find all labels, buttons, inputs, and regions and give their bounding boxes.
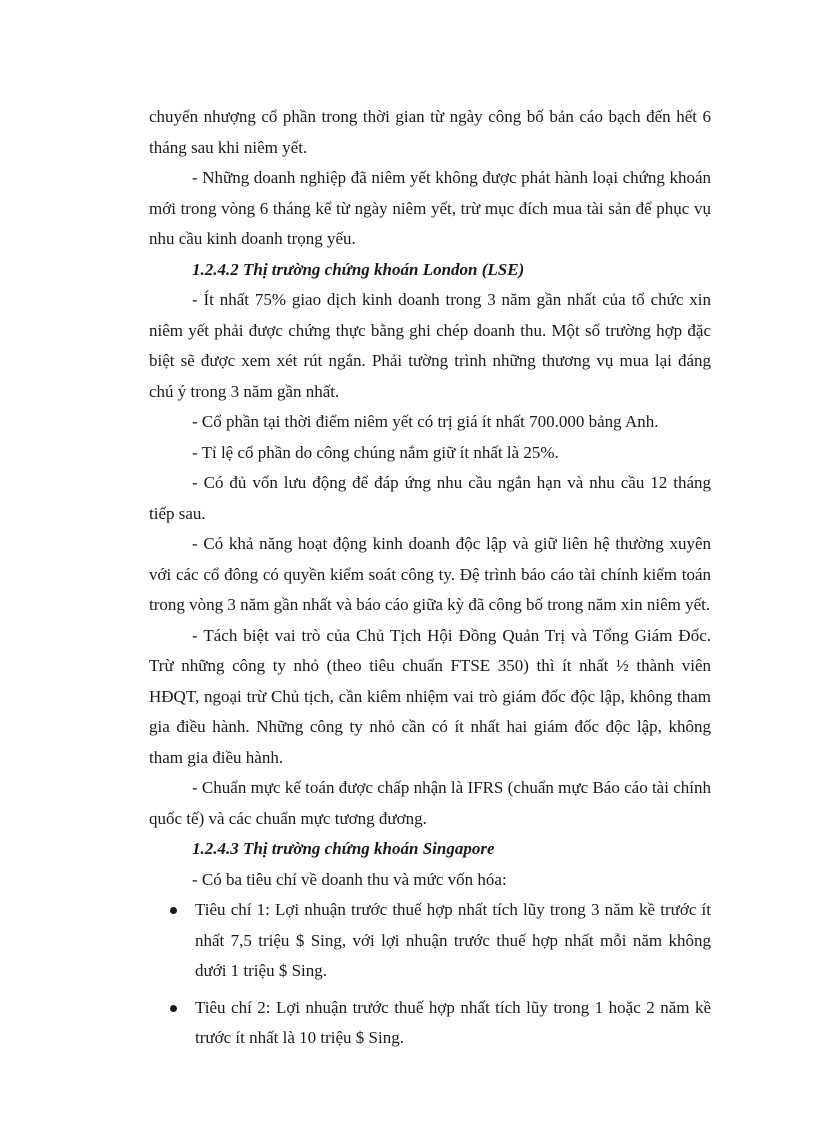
list-item xyxy=(149,993,711,1054)
criterion-text: Tiêu chí 2: Lợi nhuận trước thuế hợp nhất tích lũy trong 1 hoặc 2 năm kề trước ít nhất là 10 triệu $ Sing. xyxy=(195,997,711,1047)
lse-paragraph: - Cổ phần tại thời điểm niêm yết có trị giá ít nhất 700.000 bảng Anh. xyxy=(192,412,659,431)
section-heading-singapore: 1.2.4.3 Thị trường chứng khoán Singapore xyxy=(192,839,495,858)
criteria-list xyxy=(149,895,711,1054)
lse-paragraph: - Có khả năng hoạt động kinh doanh độc lập và giữ liên hệ thường xuyên với các cổ đông có quyền kiểm soát công ty. Đệ trình báo cáo tài chính kiểm toán trong vòng 3 năm gần nhất và báo cáo giữa kỳ đã công bố trong năm xin niêm yết. xyxy=(149,534,711,614)
bullet-icon xyxy=(170,1005,177,1012)
lse-paragraph: - Có đủ vốn lưu động để đáp ứng nhu cầu ngắn hạn và nhu cầu 12 tháng tiếp sau. xyxy=(149,473,711,523)
page-body xyxy=(149,102,711,1060)
criterion-text: Tiêu chí 1: Lợi nhuận trước thuế hợp nhất tích lũy trong 3 năm kề trước ít nhất 7,5 triệu $ Sing, với lợi nhuận trước thuế hợp nhất mỗi năm không dưới 1 triệu $ Sing. xyxy=(195,900,711,980)
section-heading-lse: 1.2.4.2 Thị trường chứng khoán London (LSE) xyxy=(192,259,525,279)
singapore-intro: - Có ba tiêu chí về doanh thu và mức vốn hóa: xyxy=(192,869,507,889)
lse-paragraph: - Ít nhất 75% giao dịch kinh doanh trong 3 năm gần nhất của tổ chức xin niêm yết phải được chứng thực bằng ghi chép doanh thu. Một số trường hợp đặc biệt sẽ được xem xét rút ngắn. Phải tường trình những thương vụ mua lại đáng chú ý trong 3 năm gần nhất. xyxy=(149,290,711,401)
paragraph-continuation: chuyển nhượng cổ phần trong thời gian từ ngày công bố bản cáo bạch đến hết 6 tháng sau khi niêm yết. xyxy=(149,107,711,157)
bullet-icon xyxy=(170,907,177,914)
lse-paragraph: - Tách biệt vai trò của Chủ Tịch Hội Đồng Quản Trị và Tổng Giám Đốc. Trừ những công ty nhỏ (theo tiêu chuẩn FTSE 350) thì ít nhất ½ thành viên HĐQT, ngoại trừ Chủ tịch, cần kiêm nhiệm vai trò giám đốc độc lập, không tham gia điều hành. Những công ty nhỏ cần có ít nhất hai giám đốc độc lập, không tham gia điều hành. xyxy=(149,625,711,767)
list-item xyxy=(149,895,711,987)
lse-paragraph: - Chuẩn mực kế toán được chấp nhận là IFRS (chuẩn mực Báo cáo tài chính quốc tế) và các chuẩn mực tương đương. xyxy=(149,778,711,828)
lse-paragraph: - Tỉ lệ cổ phần do công chúng nắm giữ ít nhất là 25%. xyxy=(192,442,559,462)
paragraph-issuance-restriction: - Những doanh nghiệp đã niêm yết không được phát hành loại chứng khoán mới trong vòng 6 tháng kể từ ngày niêm yết, trừ mục đích mua tài sản để phục vụ nhu cầu kinh doanh trọng yếu. xyxy=(149,168,711,248)
